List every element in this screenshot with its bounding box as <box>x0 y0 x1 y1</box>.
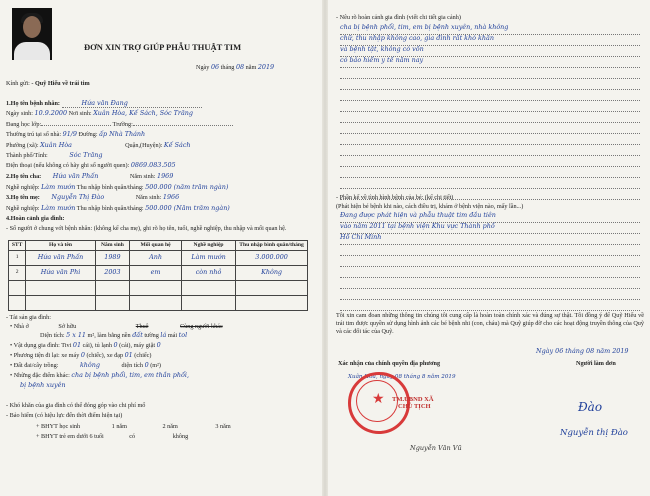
col-stt: STT <box>9 241 26 251</box>
insurance-heading: - Bảo hiểm (có hiệu lực đến thời điểm hiện tại) <box>6 412 123 419</box>
applicant-label: Người làm đơn <box>576 360 616 367</box>
mother-job-row: Nghề nghiệp: Làm mướn Thu nhập bình quân/tháng: 500.000 (Năm trăm ngàn) <box>6 204 230 212</box>
other-features-row-2: bị bệnh xuyên <box>20 381 66 389</box>
applicant-name: Nguyễn thị Đào <box>560 428 628 438</box>
pledge-text: Tôi xin cam đoan những thông tin chúng tôi cung cấp là hoàn toàn chính xác và đúng sự thật. Tôi đồng ý để Quỹ Hiếu về trái tim được quyền sử dụng hình ảnh các bé bệnh nhi (con, cháu) mà Quỹ giúp đỡ cho các hoạt động truyền thông của Quỹ và các đối tác của Quỹ. <box>336 312 644 335</box>
family-note: - Số người ở chung với bệnh nhân: (không kể cha mẹ), ghi rõ họ tên, tuổi, nghề nghiệp, thu nhập và mối quan hệ. <box>6 225 287 232</box>
history-note: (Phát hiện bé bệnh khi nào, cách điều trị, khám ở bệnh viện nào, mấy lần...) <box>336 203 524 210</box>
bhyt-child-row: + BHYT trẻ em dưới 6 tuổi có không <box>36 433 189 440</box>
father-name-row: 2.Họ tên cha: Hứa văn Phấn Năm sinh: 1969 <box>6 172 174 180</box>
patient-school-row: Đang học lớp: Trường: <box>6 121 233 128</box>
form-title: ĐƠN XIN TRỢ GIÚP PHẪU THUẬT TIM <box>84 42 242 52</box>
left-column <box>0 0 320 496</box>
patient-name-row: 1.Họ tên bệnh nhân: Hứa văn Đang <box>6 100 202 108</box>
area-row: Diện tích: 5 x 11 m², làm bằng nền đất tường lá mái tol <box>40 331 188 339</box>
col-name: Họ và tên <box>26 241 96 251</box>
page-fold <box>322 0 328 496</box>
patient-address-row: Thường trú tại số nhà: 91/9 Đường: ấp Nhà Thánh <box>6 130 146 138</box>
official-stamp: ★ <box>348 372 410 434</box>
patient-photo <box>12 8 52 60</box>
official-name: Nguyễn Văn Vũ <box>410 444 462 452</box>
patient-ward-row: Phường (xã): Xuân Hòa Quận,(Huyện): Kế Sách <box>6 141 191 149</box>
bhyt-school-row: + BHYT học sinh 1 năm 2 năm 3 năm <box>36 423 231 430</box>
house-row: • Nhà ở Sở hữu Thuê Cùng người khác <box>10 323 223 330</box>
table-row <box>9 280 308 295</box>
col-birth: Năm sinh <box>95 241 129 251</box>
mother-name-row: 3.Họ tên mẹ: Nguyễn Thị Đào Năm sinh: 1966 <box>6 193 180 201</box>
patient-phone-row: Điện thoại (nếu không có hãy ghi số người quen): 0869.083.505 <box>6 161 176 169</box>
col-job: Nghề nghiệp <box>181 241 235 251</box>
patient-city-row: Thành phố/Tỉnh: Sóc Trăng <box>6 151 103 159</box>
table-row <box>9 295 308 310</box>
local-date: Xuân Hòa, ngày 08 tháng 8 năm 2019 <box>348 374 456 380</box>
local-authority-label: Xác nhận của chính quyền địa phương <box>338 360 441 367</box>
family-heading: 4.Hoàn cảnh gia đình: <box>6 215 65 222</box>
reason-heading: - Nêu rõ hoàn cảnh gia đình (viết chi tiết gia cảnh) <box>336 14 461 21</box>
patient-dob-row: Ngày sinh: 10.9.2000 Nơi sinh: Xuân Hòa, Kế Sách, Sóc Trăng <box>6 109 193 117</box>
family-table <box>8 240 308 311</box>
reason-lines: cha bị bệnh phổi, tim, em bị bệnh xuyên, nhà không chữ, thu nhập không cao, gia đình rất khó khăn và bệnh tật, không có vốn có bảo hiểm y tế năm nay <box>340 24 640 200</box>
transport-row: • Phương tiện đi lại: xe máy 0 (chiếc), xe đạp 01 (chiếc) <box>10 351 152 359</box>
other-features-row: • Những đặc điểm khác: cha bị bệnh phổi, tim, em thần phổi, <box>10 371 189 379</box>
stamp-label: TM.UBND XÃ CHỦ TỊCH <box>392 396 434 410</box>
father-job-row: Nghề nghiệp: Làm mướn Thu nhập bình quân/tháng: 500.000 (năm trăm ngàn) <box>6 183 229 191</box>
col-relation: Mối quan hệ <box>130 241 182 251</box>
table-row: 1 Hứa văn Phấn 1989 Anh Làm mướn 3.000.000 <box>9 250 308 265</box>
date-line: Ngày 06 tháng 08 năm 2019 <box>196 63 275 71</box>
assets-heading: - Tài sản gia đình: <box>6 314 51 321</box>
household-items-row: • Vật dụng gia đình: Tivi 01 cái), tủ lạnh 0 (cái), máy giặt 0 <box>10 341 161 349</box>
sign-date: Ngày 06 tháng 08 năm 2019 <box>536 347 629 355</box>
history-heading: - Phần kể về tình hình bệnh của bé: (kể chi tiết) <box>336 194 454 201</box>
history-lines: Đang được phát hiện và phẫu thuật tim đầu tiên vào năm 2011 tại bệnh viện Khu vực Thành phố Hồ Chí Minh <box>340 212 640 311</box>
table-row: 2 Hứa văn Phi 2003 em còn nhỏ Không <box>9 265 308 280</box>
col-income: Thu nhập bình quân/tháng <box>236 241 308 251</box>
land-row: • Đất đai/cây trồng: không diện tích 0 (m²) <box>10 361 161 369</box>
applicant-signature: Đào <box>578 400 603 414</box>
addressee: Kính gửi: - Quỹ Hiếu về trái tim <box>6 80 90 87</box>
difficulty-row: - Khó khăn của gia đình có thể đóng góp vào chi phí mổ <box>6 402 146 409</box>
